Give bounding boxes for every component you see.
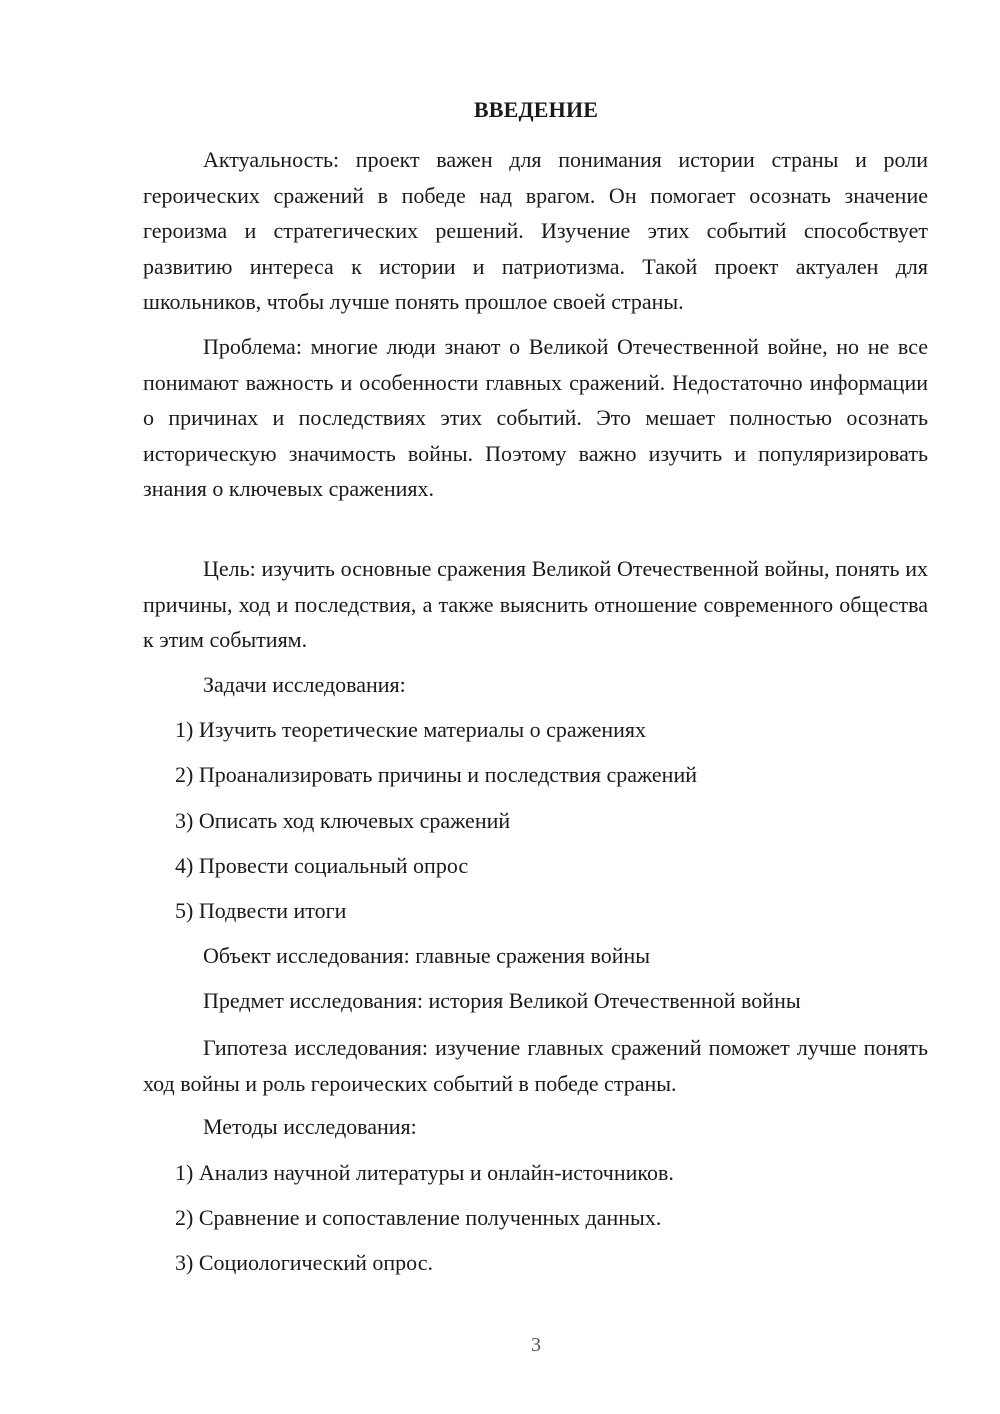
goal-paragraph: Цель: изучить основные сражения Великой Отечественной войны, понять их причины, ход и последствия, а также выяснить отношение современного общества к этим событиям. <box>143 556 928 652</box>
relevance-paragraph: Актуальность: проект важен для понимания истории страны и роли героических сражений в победе над врагом. Он помогает осознать значение героизма и стратегических решений. Изучение этих событий способствует развитию интереса к истории и патриотизма. Такой проект актуален для школьников, чтобы лучше понять прошлое своей страны. <box>143 147 928 314</box>
page-number: 3 <box>531 1334 541 1356</box>
method-item-1: 1) Анализ научной литературы и онлайн-источников. <box>175 1160 674 1185</box>
task-item-1: 1) Изучить теоретические материалы о сражениях <box>175 717 647 742</box>
page-title: ВВЕДЕНИЕ <box>473 97 599 122</box>
method-item-3: 3) Социологический опрос. <box>175 1250 433 1275</box>
problem-paragraph: Проблема: многие люди знают о Великой Отечественной войне, но не все понимают важность и особенности главных сражений. Недостаточно информации о причинах и последствиях этих событий. Это мешает полностью осознать историческую значимость войны. Поэтому важно изучить и популяризировать знания о ключевых сражениях. <box>143 334 928 501</box>
task-item-2: 2) Проанализировать причины и последствия сражений <box>175 762 697 787</box>
method-item-2: 2) Сравнение и сопоставление полученных данных. <box>175 1205 662 1230</box>
research-subject: Предмет исследования: история Великой Отечественной войны <box>203 988 801 1013</box>
task-item-3: 3) Описать ход ключевых сражений <box>175 808 511 833</box>
task-item-5: 5) Подвести итоги <box>175 898 347 923</box>
hypothesis-paragraph: Гипотеза исследования: изучение главных сражений поможет лучше понять ход войны и роль героических событий в победе страны. <box>143 1035 928 1096</box>
research-object: Объект исследования: главные сражения войны <box>203 943 651 968</box>
task-item-4: 4) Провести социальный опрос <box>175 853 469 878</box>
tasks-heading: Задачи исследования: <box>203 672 406 697</box>
methods-heading: Методы исследования: <box>203 1114 417 1139</box>
